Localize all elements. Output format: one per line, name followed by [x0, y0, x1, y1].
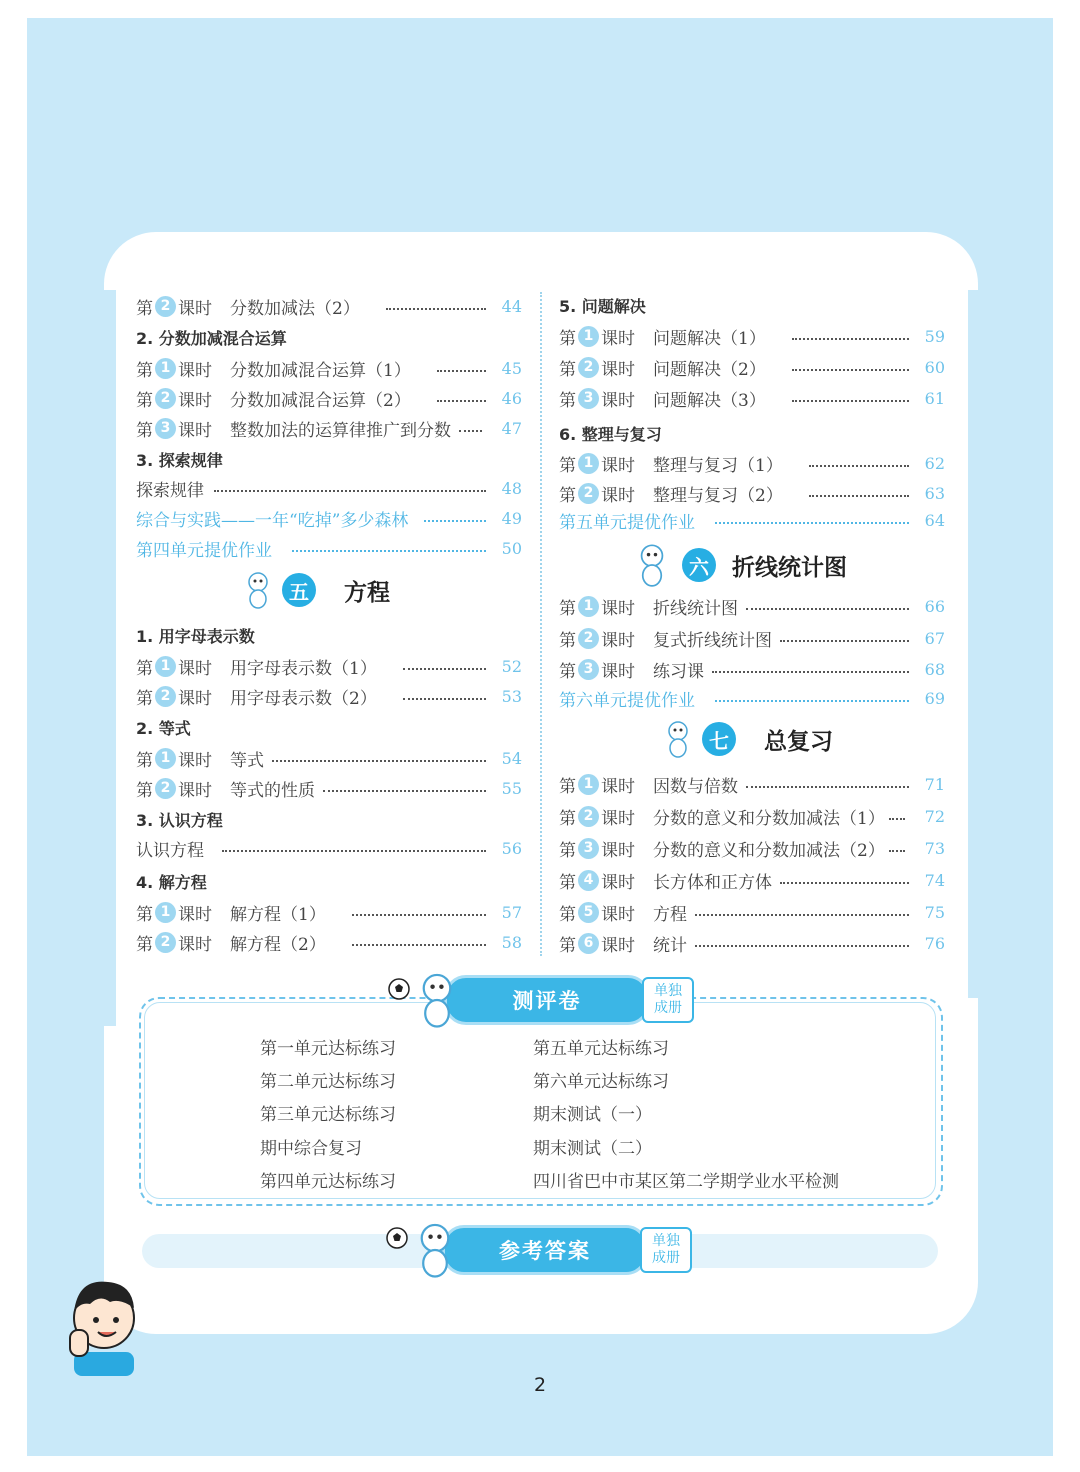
- page-ref: 75: [924, 902, 945, 922]
- toc-entry[interactable]: 第 1 课时 分数加减混合运算（1） 45: [136, 353, 522, 383]
- toc-entry-unit-homework[interactable]: [136, 533, 522, 563]
- dinosaur-mascot-icon: [664, 720, 692, 758]
- entry-title: 用字母表示数（1）: [230, 658, 377, 679]
- lesson-number: 2: [578, 806, 599, 827]
- lesson-number: 1: [578, 326, 599, 347]
- dinosaur-mascot-icon: [632, 543, 672, 587]
- test-item[interactable]: 期末测试（二）: [533, 1139, 652, 1159]
- toc-entry[interactable]: 第 2 课时 解方程（2） 58: [136, 927, 522, 957]
- entry-title: 问题解决（2）: [653, 359, 766, 380]
- toc-entry[interactable]: 第 1 课时 整理与复习（1） 62: [559, 448, 945, 478]
- answers-banner[interactable]: [386, 1222, 692, 1278]
- toc-entry[interactable]: [136, 833, 522, 863]
- unit-number-badge: 六: [682, 548, 716, 582]
- entry-title: 复式折线统计图: [653, 630, 772, 651]
- toc-entry[interactable]: 第 1 课时 折线统计图 66: [559, 591, 945, 621]
- page-ref: 58: [501, 932, 522, 952]
- page-ref: 73: [924, 838, 945, 858]
- entry-title: 第六单元提优作业: [559, 690, 695, 711]
- unit-heading-7[interactable]: [664, 720, 833, 758]
- toc-entry[interactable]: 第 5 课时 方程 75: [559, 897, 945, 927]
- test-item[interactable]: 第五单元达标练习: [533, 1039, 669, 1059]
- lesson-number: 6: [578, 933, 599, 954]
- test-item[interactable]: 四川省巴中市某区第二学期学业水平检测: [533, 1172, 839, 1192]
- toc-entry[interactable]: [136, 473, 522, 503]
- entry-title: 分数加减法（2）: [230, 298, 360, 319]
- page-ref: 76: [924, 933, 945, 953]
- toc-entry[interactable]: 第 3 课时 分数的意义和分数加减法（2） 73: [559, 833, 945, 863]
- lesson-number: 1: [155, 748, 176, 769]
- entry-title: 综合与实践——一年“吃掉”多少森林: [136, 510, 409, 531]
- page-ref: 44: [501, 296, 522, 316]
- dinosaur-mascot-icon: [244, 571, 272, 609]
- dinosaur-mascot-icon: [412, 1222, 458, 1278]
- toc-entry[interactable]: 第 1 课时 等式 54: [136, 743, 522, 773]
- toc-entry[interactable]: 第 3 课时 整数加法的运算律推广到分数 47: [136, 413, 522, 443]
- page-ref: 63: [924, 483, 945, 503]
- entry-title: 分数的意义和分数加减法（2）: [653, 840, 885, 861]
- test-item[interactable]: 第一单元达标练习: [260, 1039, 396, 1059]
- toc-entry[interactable]: 第 2 课时 等式的性质 55: [136, 773, 522, 803]
- page-ref: 55: [501, 778, 522, 798]
- entry-title: 因数与倍数: [653, 776, 738, 797]
- test-papers-title: 测评卷: [444, 975, 650, 1025]
- page-ref: 45: [501, 358, 522, 378]
- toc-entry[interactable]: 第 2 课时 复式折线统计图 67: [559, 623, 945, 653]
- page-ref: 62: [924, 453, 945, 473]
- lesson-number: 2: [578, 483, 599, 504]
- page-ref: 68: [924, 659, 945, 679]
- page-ref: 54: [501, 748, 522, 768]
- lesson-number: 3: [578, 388, 599, 409]
- entry-title: 等式: [230, 750, 264, 771]
- toc-entry-unit-homework[interactable]: [559, 683, 945, 713]
- toc-entry[interactable]: 第 2 课时 整理与复习（2） 63: [559, 478, 945, 508]
- entry-title: 解方程（1）: [230, 904, 326, 925]
- unit-heading-6[interactable]: [632, 543, 847, 587]
- entry-title: 整理与复习（1）: [653, 455, 783, 476]
- entry-title: 练习课: [653, 661, 704, 682]
- separate-volume-tag: 单独 成册: [642, 977, 694, 1023]
- entry-title: 折线统计图: [653, 598, 738, 619]
- lesson-number: 2: [155, 388, 176, 409]
- page-ref: 60: [924, 357, 945, 377]
- entry-title: 整数加法的运算律推广到分数: [230, 420, 451, 441]
- soccer-ball-icon: [388, 978, 410, 1000]
- test-item[interactable]: 期中综合复习: [260, 1139, 362, 1159]
- lesson-number: 3: [578, 659, 599, 680]
- lesson-number: 1: [155, 902, 176, 923]
- entry-title: 分数加减混合运算（2）: [230, 390, 411, 411]
- left-edge-bar: [104, 290, 116, 1026]
- unit-number-badge: 五: [282, 573, 316, 607]
- section-heading: 3. 认识方程: [136, 811, 223, 830]
- toc-entry[interactable]: 第 2 课时 分数加减法（2） 44: [136, 291, 522, 321]
- section-heading: 6. 整理与复习: [559, 425, 662, 444]
- test-item[interactable]: 期末测试（一）: [533, 1105, 652, 1125]
- boy-mascot-icon: [60, 1268, 144, 1376]
- page-ref: 53: [501, 686, 522, 706]
- entry-title: 第四单元提优作业: [136, 540, 272, 561]
- lesson-number: 3: [155, 418, 176, 439]
- lesson-number: 3: [578, 838, 599, 859]
- answers-title: 参考答案: [442, 1225, 648, 1275]
- toc-entry[interactable]: 第 2 课时 用字母表示数（2） 53: [136, 681, 522, 711]
- unit-title: 折线统计图: [732, 554, 847, 581]
- page-ref: 61: [924, 388, 945, 408]
- lesson-number: 1: [578, 774, 599, 795]
- page-ref: 67: [924, 628, 945, 648]
- page-ref: 59: [924, 326, 945, 346]
- page-ref: 74: [924, 870, 945, 890]
- entry-title: 分数加减混合运算（1）: [230, 360, 411, 381]
- lesson-number: 2: [155, 932, 176, 953]
- toc-entry[interactable]: 第 2 课时 分数加减混合运算（2） 46: [136, 383, 522, 413]
- page-ref: 48: [501, 478, 522, 498]
- section-heading: 4. 解方程: [136, 873, 207, 892]
- entry-title: 整理与复习（2）: [653, 485, 783, 506]
- toc-entry[interactable]: 第 1 课时 解方程（1） 57: [136, 897, 522, 927]
- toc-entry[interactable]: 第 2 课时 问题解决（2） 60: [559, 352, 945, 382]
- lesson-number: 1: [155, 358, 176, 379]
- test-item[interactable]: 第二单元达标练习: [260, 1072, 396, 1092]
- test-item[interactable]: 第三单元达标练习: [260, 1105, 396, 1125]
- unit-title: 方程: [344, 579, 390, 606]
- column-divider: [540, 292, 542, 956]
- test-papers-banner[interactable]: [388, 972, 694, 1028]
- unit-heading-5[interactable]: [244, 571, 390, 609]
- entry-title: 探索规律: [136, 480, 204, 501]
- page-ref: 72: [924, 806, 945, 826]
- page-number: 2: [533, 1374, 547, 1396]
- lesson-number: 1: [578, 453, 599, 474]
- section-heading: 2. 分数加减混合运算: [136, 329, 287, 348]
- toc-entry-unit-homework[interactable]: [559, 505, 945, 535]
- page-ref: 64: [924, 510, 945, 530]
- dinosaur-mascot-icon: [414, 972, 460, 1028]
- entry-title: 统计: [653, 935, 687, 956]
- page-ref: 69: [924, 688, 945, 708]
- toc-entry[interactable]: 第 6 课时 统计 76: [559, 928, 945, 958]
- unit-title: 总复习: [764, 728, 833, 755]
- entry-title: 方程: [653, 904, 687, 925]
- toc-entry[interactable]: 第 1 课时 因数与倍数 71: [559, 769, 945, 799]
- toc-entry[interactable]: 第 2 课时 分数的意义和分数加减法（1） 72: [559, 801, 945, 831]
- toc-entry[interactable]: 第 1 课时 问题解决（1） 59: [559, 321, 945, 351]
- lesson-number: 2: [155, 778, 176, 799]
- page-ref: 47: [501, 418, 522, 438]
- toc-entry-practice[interactable]: [136, 503, 522, 533]
- toc-entry[interactable]: 第 4 课时 长方体和正方体 74: [559, 865, 945, 895]
- right-edge-bar: [968, 290, 980, 998]
- test-item[interactable]: 第六单元达标练习: [533, 1072, 669, 1092]
- section-heading: 2. 等式: [136, 719, 191, 738]
- lesson-number: 2: [578, 628, 599, 649]
- toc-entry[interactable]: 第 3 课时 练习课 68: [559, 654, 945, 684]
- entry-title: 长方体和正方体: [653, 872, 772, 893]
- soccer-ball-icon: [386, 1227, 408, 1249]
- entry-title: 问题解决（3）: [653, 390, 766, 411]
- lesson-number: 1: [155, 656, 176, 677]
- entry-title: 问题解决（1）: [653, 328, 766, 349]
- entry-title: 等式的性质: [230, 780, 315, 801]
- lesson-number: 2: [155, 296, 176, 317]
- page-ref: 52: [501, 656, 522, 676]
- unit-number-badge: 七: [702, 722, 736, 756]
- lesson-number: 2: [578, 357, 599, 378]
- page-ref: 71: [924, 774, 945, 794]
- test-item[interactable]: 第四单元达标练习: [260, 1172, 396, 1192]
- lesson-number: 4: [578, 870, 599, 891]
- page-ref: 57: [501, 902, 522, 922]
- toc-entry[interactable]: 第 3 课时 问题解决（3） 61: [559, 383, 945, 413]
- page-ref: 56: [501, 838, 522, 858]
- section-heading: 5. 问题解决: [559, 297, 646, 316]
- page-ref: 49: [501, 508, 522, 528]
- entry-title: 认识方程: [136, 840, 204, 861]
- page-ref: 66: [924, 596, 945, 616]
- lesson-number: 2: [155, 686, 176, 707]
- entry-title: 分数的意义和分数加减法（1）: [653, 808, 885, 829]
- lesson-number: 5: [578, 902, 599, 923]
- page-ref: 46: [501, 388, 522, 408]
- entry-title: 解方程（2）: [230, 934, 326, 955]
- entry-title: 第五单元提优作业: [559, 512, 695, 533]
- page-ref: 50: [501, 538, 522, 558]
- section-heading: 1. 用字母表示数: [136, 627, 255, 646]
- section-heading: 3. 探索规律: [136, 451, 223, 470]
- separate-volume-tag: 单独 成册: [640, 1227, 692, 1273]
- lesson-number: 1: [578, 596, 599, 617]
- toc-entry[interactable]: 第 1 课时 用字母表示数（1） 52: [136, 651, 522, 681]
- entry-title: 用字母表示数（2）: [230, 688, 377, 709]
